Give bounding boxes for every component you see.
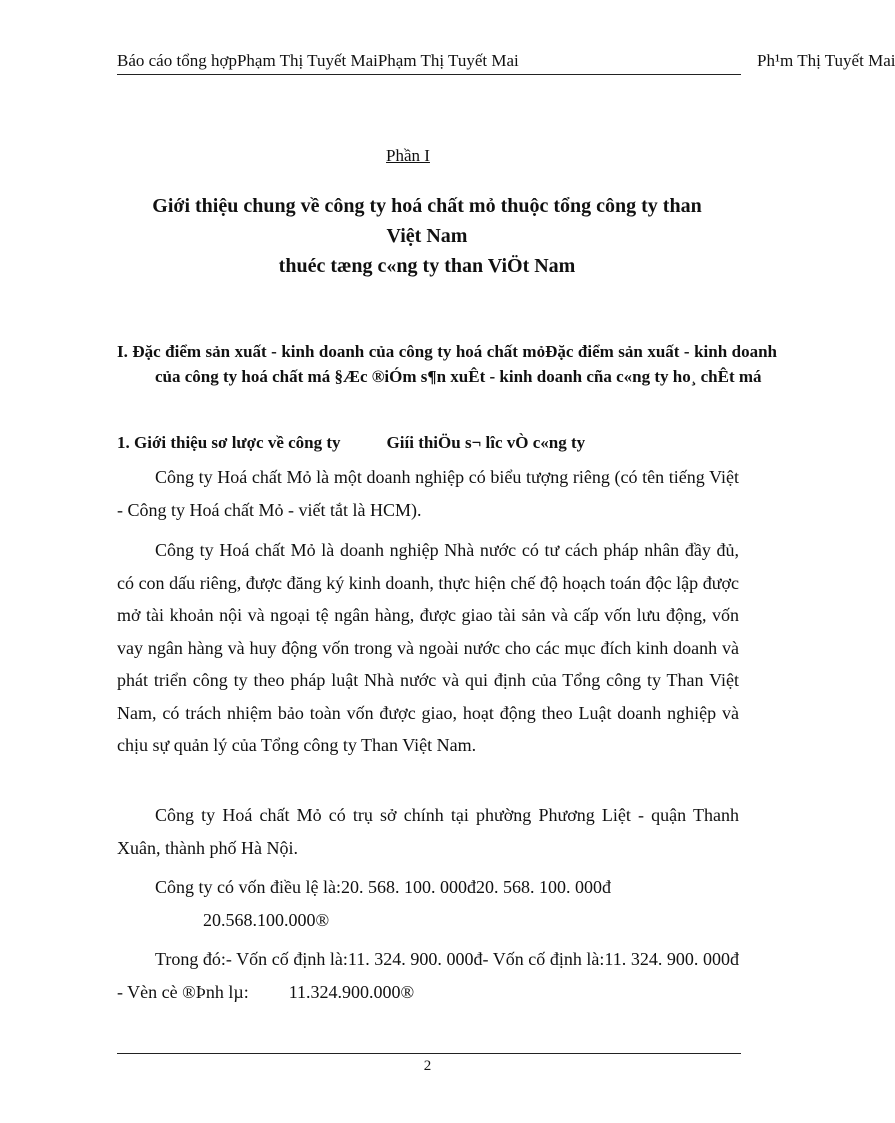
document-title-line-2: Việt Nam [386,225,468,247]
header-title: Báo cáo tổng hợpPhạm Thị Tuyết MaiPhạm Thị Tuyết Mai [117,50,741,75]
subsection-title-alt: Giíi thiÖu s¬ lîc vÒ c«ng ty [386,433,586,452]
footer-divider [117,1053,741,1054]
charter-capital-value: 20.568.100.000® [203,909,330,930]
document-title-line-3: thuéc tæng c«ng ty than ViÖt Nam [278,255,576,277]
fixed-capital-value: 11.324.900.000® [288,981,415,1002]
header-author: Ph¹m Thị Tuyết Mai [757,51,895,70]
document-title-line-1: Giới thiệu chung về công ty hoá chất mỏ thuộc tổng công ty than [152,195,702,217]
page-number: 2 [423,1058,432,1074]
paragraph-headquarters: Công ty Hoá chất Mỏ có trụ sở chính tại phường Phương Liệt - quận Thanh Xuân, thành phố Hà Nội. [117,805,739,858]
paragraph-company-symbol: Công ty Hoá chất Mỏ là một doanh nghiệp có biểu tượng riêng (có tên tiếng Việt - Công ty Hoá chất Mỏ - viết tắt là HCM). [117,467,739,520]
fixed-capital-text: Trong đó:- Vốn cố định là:11. 324. 900. 000đ- Vốn cố định là:11. 324. 900. 000đ - Vèn cè ®Þnh lµ: [117,949,739,1002]
paragraph-charter-capital [117,871,739,936]
section-heading: I. Đặc điểm sản xuất - kinh doanh của công ty hoá chất mỏĐặc điểm sản xuất - kinh doanh của công ty hoá chất má §Æc ®iÓm s¶n xuÊt - kinh doanh cña c«ng ty ho¸ chÊt má [117,342,777,386]
part-label: Phần I [386,146,430,165]
paragraph-legal-status: Công ty Hoá chất Mỏ là doanh nghiệp Nhà nước có tư cách pháp nhân đầy đủ, có con dấu riêng, được đăng ký kinh doanh, thực hiện chế độ hoạch toán độc lập được mở tài khoản nội và ngoại tệ ngân hàng, được giao tài sản và cấp vốn lưu động, vốn vay ngân hàng và huy động vốn trong và ngoài nước cho các mục đích kinh doanh và phát triển công ty theo pháp luật Nhà nước và qui định của Tổng công ty Than Việt Nam, có trách nhiệm bảo toàn vốn được giao, hoạt động theo Luật doanh nghiệp và chịu sự quản lý của Tổng công ty Than Việt Nam. [117,540,739,755]
paragraph-fixed-capital [117,943,739,1008]
subsection-heading [117,432,739,454]
charter-capital-line: Công ty có vốn điều lệ là:20. 568. 100. 000đ20. 568. 100. 000đ [155,877,611,897]
subsection-title: 1. Giới thiệu sơ lược về công ty [117,433,341,452]
